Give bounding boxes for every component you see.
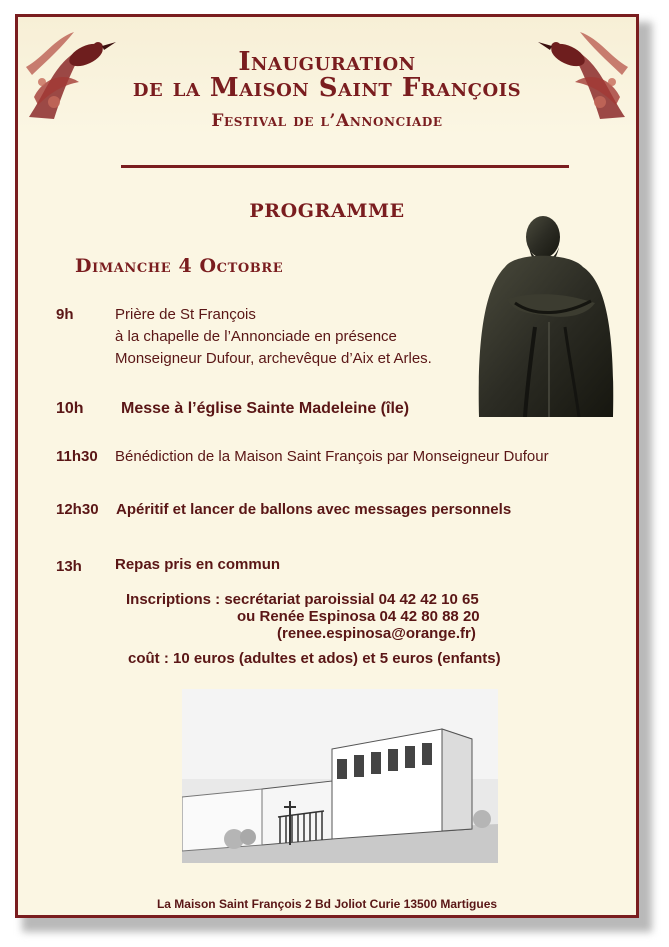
schedule-line: Apéritif et lancer de ballons avec messages personnels [116, 501, 512, 518]
schedule-time-10h: 10h [56, 400, 84, 417]
title-line-1: Inauguration [238, 47, 416, 77]
subtitle: Festival de l’Annonciade [211, 111, 443, 131]
poster [15, 14, 639, 918]
schedule-line: Monseigneur Dufour, archevêque d’Aix et Arles. [115, 350, 432, 367]
cost-info: coût : 10 euros (adultes et ados) et 5 euros (enfants) [128, 650, 501, 667]
inscriptions-line-2: ou Renée Espinosa 04 42 80 88 20 [237, 608, 480, 625]
schedule-line: Bénédiction de la Maison Saint François par Monseigneur Dufour [115, 448, 549, 465]
schedule-time-11h30: 11h30 [56, 448, 98, 465]
schedule-line: Messe à l’église Sainte Madeleine (île) [121, 400, 410, 417]
schedule-line: à la chapelle de l’Annonciade en présence [115, 328, 397, 345]
section-title: PROGRAMME [249, 200, 405, 222]
schedule-line: Prière de St François [115, 306, 256, 323]
building-sketch-image-icon [182, 689, 498, 863]
divider [121, 165, 569, 168]
footer-address: La Maison Saint François 2 Bd Joliot Curie 13500 Martigues [156, 897, 498, 911]
schedule-time-13h: 13h [56, 558, 82, 575]
inscriptions-email: (renee.espinosa@orange.fr) [277, 625, 476, 642]
inscriptions-line-1: Inscriptions : secrétariat paroissial 04 42 42 10 65 [126, 591, 479, 608]
schedule-line: Repas pris en commun [115, 556, 281, 573]
title-line-2: de la Maison Saint François [132, 73, 522, 103]
schedule-time-9h: 9h [56, 306, 74, 323]
event-day: Dimanche 4 Octobre [75, 255, 284, 277]
saint-francis-statue-icon [465, 207, 625, 417]
schedule-time-12h30: 12h30 [56, 501, 99, 518]
